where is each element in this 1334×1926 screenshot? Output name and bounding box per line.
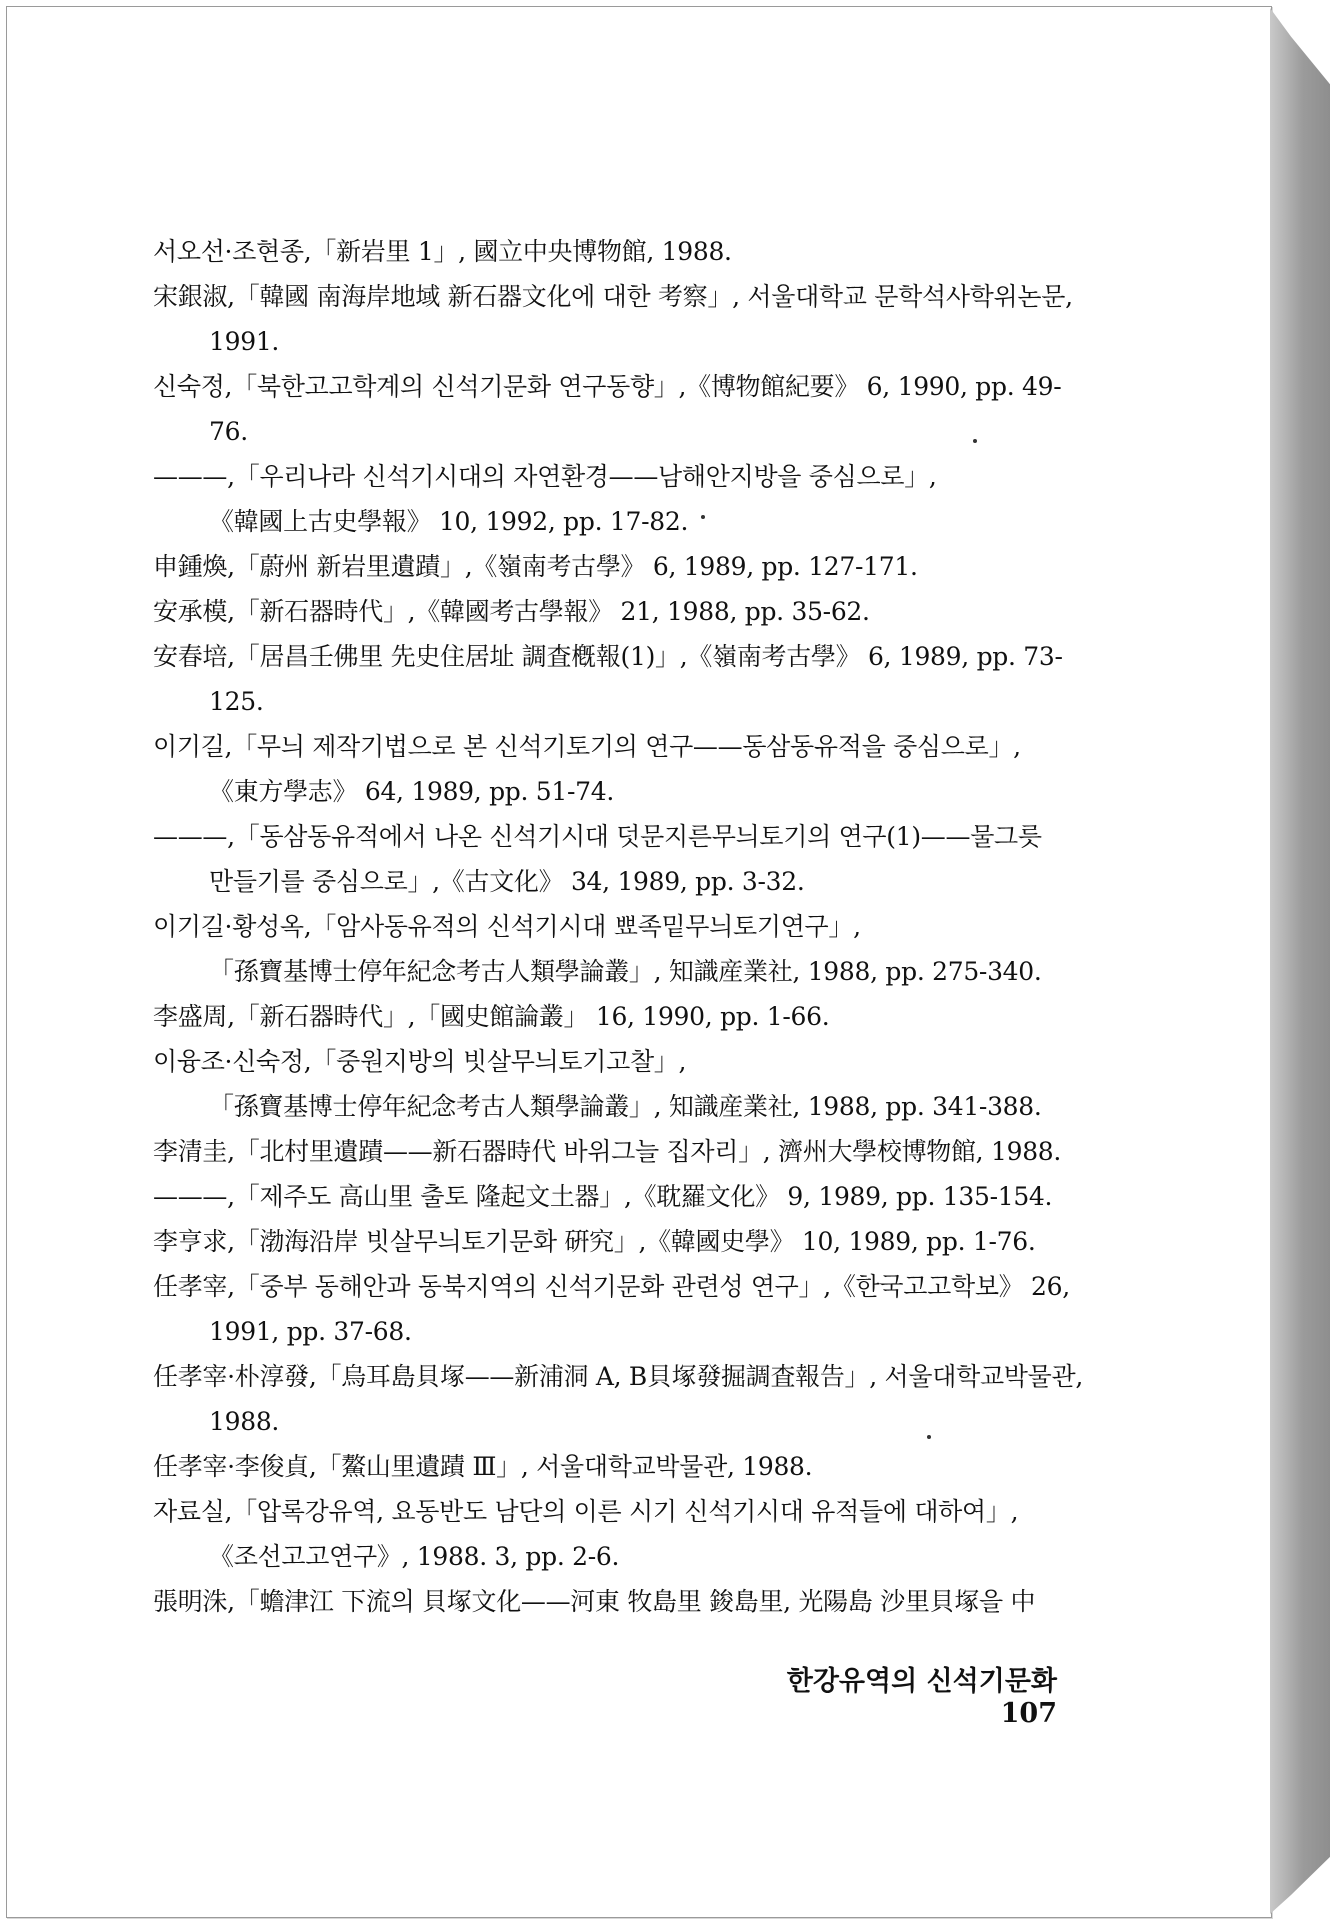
bibliography-entry: 張明洙,「蟾津江 下流의 貝塚文化——河東 牧島里 鋑島里, 光陽島 沙里貝塚을 中 <box>153 1587 1036 1616</box>
bibliography-entry: 서오선·조현종,「新岩里 1」, 國立中央博物館, 1988. <box>153 237 732 266</box>
bibliography-entry: 申鍾煥,「蔚州 新岩里遺蹟」,《嶺南考古學》 6, 1989, pp. 127-171. <box>153 552 918 581</box>
book-page <box>6 6 1272 1918</box>
bibliography-entry: 任孝宰,「중부 동해안과 동북지역의 신석기문화 관련성 연구」,《한국고고학보》 26, 1991, pp. 37-68. <box>153 1272 1070 1346</box>
bibliography-entry: 安承模,「新石器時代」,《韓國考古學報》 21, 1988, pp. 35-62. <box>153 597 870 626</box>
page-stack-edge <box>1270 8 1330 1914</box>
bibliography-entry: 이융조·신숙정,「중원지방의 빗살무늬토기고찰」,「孫寶基博士停年紀念考古人類學論叢」, 知識産業社, 1988, pp. 341-388. <box>153 1047 1042 1121</box>
bibliography-entry: ———,「동삼동유적에서 나온 신석기시대 덧문지른무늬토기의 연구(1)——물그릇 만들기를 중심으로」,《古文化》 34, 1989, pp. 3-32. <box>153 822 1042 896</box>
bibliography-entry: 任孝宰·李俊貞,「鰲山里遺蹟 Ⅲ」, 서울대학교박물관, 1988. <box>153 1452 813 1481</box>
bibliography-entry: 신숙정,「북한고고학계의 신석기문화 연구동향」,《博物館紀要》 6, 1990, pp. 49-76. <box>153 372 1062 446</box>
page-footer <box>707 1659 1057 1729</box>
bibliography-entry: ———,「제주도 高山里 출토 隆起文土器」,《耽羅文化》 9, 1989, pp. 135-154. <box>153 1182 1053 1211</box>
scan-speck <box>701 515 705 519</box>
bibliography-entry: 任孝宰·朴淳發,「烏耳島貝塚——新浦洞 A, B貝塚發掘調査報告」, 서울대학교박물관, 1988. <box>153 1362 1084 1436</box>
bibliography-entry: 자료실,「압록강유역, 요동반도 남단의 이른 시기 신석기시대 유적들에 대하여」,《조선고고연구》, 1988. 3, pp. 2-6. <box>153 1497 1019 1571</box>
scan-speck <box>927 1435 931 1439</box>
running-title: 한강유역의 신석기문화 <box>786 1666 1057 1697</box>
bibliography-entry: 이기길,「무늬 제작기법으로 본 신석기토기의 연구——동삼동유적을 중심으로」,《東方學志》 64, 1989, pp. 51-74. <box>153 732 1021 806</box>
bibliography-entry: 安春培,「居昌壬佛里 先史住居址 調査槪報(1)」,《嶺南考古學》 6, 1989, pp. 73-125. <box>153 642 1063 716</box>
bibliography-list <box>153 229 1085 1624</box>
bibliography-entry: 李亨求,「渤海沿岸 빗살무늬토기문화 硏究」,《韓國史學》 10, 1989, pp. 1-76. <box>153 1227 1036 1256</box>
bibliography-entry: ———,「우리나라 신석기시대의 자연환경——남해안지방을 중심으로」,《韓國上古史學報》 10, 1992, pp. 17-82. <box>153 462 937 536</box>
bibliography-entry: 李清圭,「北村里遺蹟——新石器時代 바위그늘 집자리」, 濟州大學校博物館, 1988. <box>153 1137 1062 1166</box>
page-number: 107 <box>1000 1698 1057 1729</box>
bibliography-entry: 宋銀淑,「韓國 南海岸地域 新石器文化에 대한 考察」, 서울대학교 문학석사학위논문, 1991. <box>153 282 1073 356</box>
bibliography-entry: 李盛周,「新石器時代」,「國史館論叢」 16, 1990, pp. 1-66. <box>153 1002 830 1031</box>
scan-speck <box>973 439 977 443</box>
bibliography-entry: 이기길·황성옥,「암사동유적의 신석기시대 뾰족밑무늬토기연구」,「孫寶基博士停年紀念考古人類學論叢」, 知識産業社, 1988, pp. 275-340. <box>153 912 1042 986</box>
